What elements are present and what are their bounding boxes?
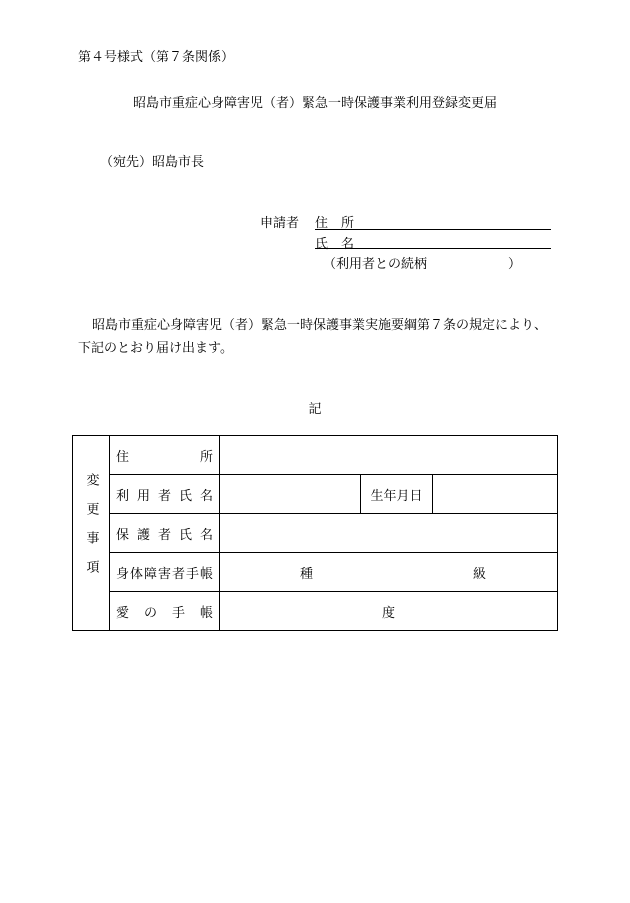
table-row [73, 553, 558, 592]
birth-date-value-cell[interactable] [433, 475, 558, 514]
shu-label: 種 [300, 566, 314, 582]
address-label: 住 所 [315, 216, 355, 231]
address-row-label: 住所 [110, 436, 220, 475]
change-items-side-label: 変更事項 [73, 436, 110, 631]
ai-handbook-row-label: 愛の手帳 [110, 592, 220, 631]
ai-handbook-value-cell[interactable] [220, 592, 558, 631]
change-items-table [72, 435, 558, 631]
do-label: 度 [382, 605, 396, 621]
table-row [73, 514, 558, 553]
relation-close-paren: ） [508, 257, 522, 272]
guardian-name-row-label: 保護者氏名 [110, 514, 220, 553]
addressee: （宛先）昭島市長 [100, 155, 205, 170]
applicant-label: 申請者 [260, 216, 300, 231]
document-title: 昭島市重症心身障害児（者）緊急一時保護事業利用登録変更届 [132, 96, 497, 111]
user-name-value-cell[interactable] [220, 475, 361, 514]
name-label: 氏 名 [315, 237, 355, 252]
table-row [73, 592, 558, 631]
user-name-row-label: 利用者氏名 [110, 475, 220, 514]
form-number: 第４号様式（第７条関係） [78, 50, 235, 65]
table-row [73, 475, 558, 514]
table-row [73, 436, 558, 475]
address-input-line[interactable] [315, 229, 551, 230]
name-input-line[interactable] [315, 248, 551, 249]
kyu-label: 級 [473, 566, 487, 582]
disability-handbook-value-cell[interactable] [220, 553, 558, 592]
birth-date-label: 生年月日 [361, 475, 433, 514]
ki-heading: 記 [308, 402, 322, 417]
relation-label: （利用者との続柄 [323, 257, 428, 272]
body-text: 昭島市重症心身障害児（者）緊急一時保護事業実施要綱第７条の規定により、下記のとおり届け出ます。 [78, 318, 548, 356]
disability-handbook-row-label: 身体障害者手帳 [110, 553, 220, 592]
guardian-name-value-cell[interactable] [220, 514, 558, 553]
address-value-cell[interactable] [220, 436, 558, 475]
